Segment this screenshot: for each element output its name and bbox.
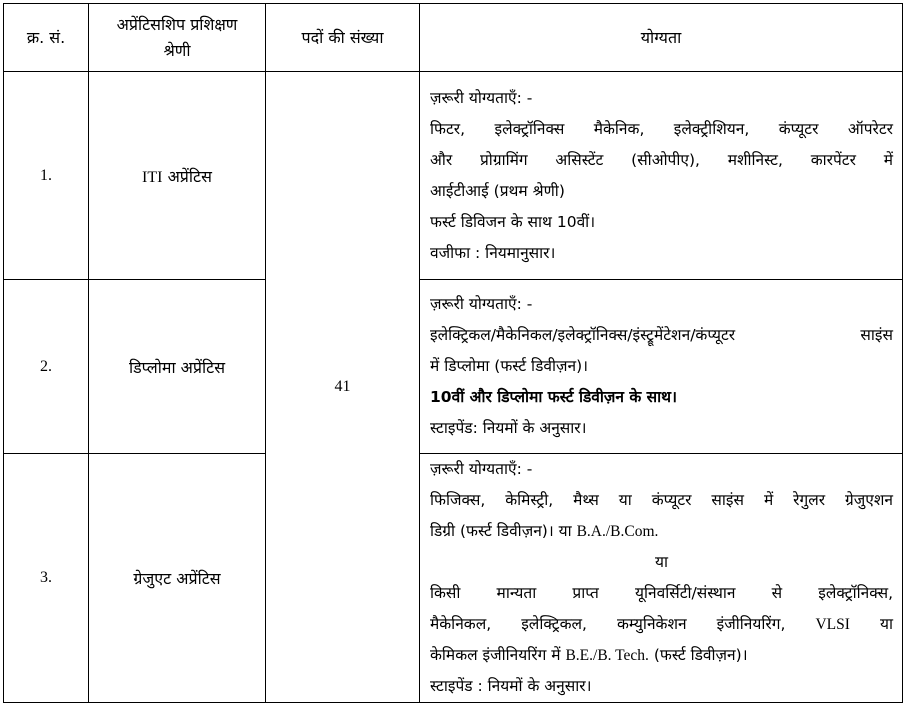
qual-line <box>430 382 893 413</box>
qual-line <box>430 609 893 640</box>
header-qualification: योग्यता <box>420 4 903 72</box>
row-category <box>89 72 266 280</box>
row-qualification <box>420 454 903 703</box>
header-row <box>4 4 903 72</box>
qual-degree: B.A./B.Com. <box>576 523 659 540</box>
qual-line-bold: 10वीं और डिप्लोमा फर्स्ट डिवीज़न के साथ। <box>430 388 677 406</box>
qual-text: (फर्स्ट डिवीज़न)। <box>648 646 748 664</box>
table-row <box>4 454 903 703</box>
qual-line: फिजिक्स, केमिस्ट्री, मैथ्स या कंप्यूटर साइंस में रेगुलर ग्रेजुएशन <box>430 491 893 509</box>
total-posts: 41 <box>266 72 420 703</box>
qual-text: केमिकल इंजीनियरिंग में <box>430 646 566 664</box>
row-qualification <box>420 280 903 454</box>
header-category-line2: श्रेणी <box>163 40 191 60</box>
qual-degree: B.E./B. Tech. <box>565 647 649 664</box>
row-category: ग्रेजुएट अप्रेंटिस <box>89 454 266 703</box>
row-category: डिप्लोमा अप्रेंटिस <box>89 280 266 454</box>
qual-text: मैकेनिकल, इलेक्ट्रिकल, कम्युनिकेशन इंजीनियरिंग, <box>430 615 816 633</box>
apprentice-eligibility-table <box>3 3 903 703</box>
qual-line: स्टाइपेंड: नियमों के अनुसार। <box>430 419 587 437</box>
header-category-line1: अप्रेंटिसशिप प्रशिक्षण <box>116 14 238 34</box>
qual-line <box>430 516 893 547</box>
qual-line: फर्स्ट डिविजन के साथ 10वीं। <box>430 212 596 231</box>
qual-text: डिग्री (फर्स्ट डिवीज़न)। या <box>430 522 577 540</box>
header-sno: क्र. सं. <box>4 4 89 72</box>
row-sno: 2. <box>4 280 89 454</box>
qual-line: में डिप्लोमा (फर्स्ट डिवीज़न)। <box>430 357 589 375</box>
qual-line: स्टाइपेंड : नियमों के अनुसार। <box>430 677 592 695</box>
qual-text: या <box>849 615 893 633</box>
qual-line: इलेक्ट्रिकल/मैकेनिकल/इलेक्ट्रॉनिक्स/इंस्ट्रूमेंटेशन/कंप्यूटर साइंस <box>430 326 893 344</box>
qual-line: ज़रूरी योग्यताएँ: - <box>430 88 533 107</box>
row-sno: 3. <box>4 454 89 703</box>
row-sno: 1. <box>4 72 89 280</box>
qual-line: ज़रूरी योग्यताएँ: - <box>430 460 533 478</box>
qual-line: ज़रूरी योग्यताएँ: - <box>430 295 533 313</box>
qual-line: वजीफा : नियमानुसार। <box>430 243 556 262</box>
qual-line: आईटीआई (प्रथम श्रेणी) <box>430 181 565 200</box>
qual-line <box>430 640 893 671</box>
qual-line: और प्रोग्रामिंग असिस्टेंट (सीओपीए), मशीनिस्ट, कारपेंटर में <box>430 150 893 169</box>
qual-line: फिटर, इलेक्ट्रॉनिक्स मैकेनिक, इलेक्ट्रीशियन, कंप्यूटर ऑपरेटर <box>430 119 893 138</box>
row-qualification <box>420 72 903 280</box>
table-row <box>4 280 903 454</box>
header-category <box>89 4 266 72</box>
qual-line-or: या <box>654 553 668 571</box>
qual-vlsi: VLSI <box>815 616 850 633</box>
header-posts: पदों की संख्या <box>266 4 420 72</box>
table-row <box>4 72 903 280</box>
category-prefix: ITI <box>142 168 163 186</box>
category-name: अप्रेंटिस <box>162 166 212 186</box>
qual-line: किसी मान्यता प्राप्त यूनिवर्सिटी/संस्थान से इलेक्ट्रॉनिक्स, <box>430 584 893 602</box>
